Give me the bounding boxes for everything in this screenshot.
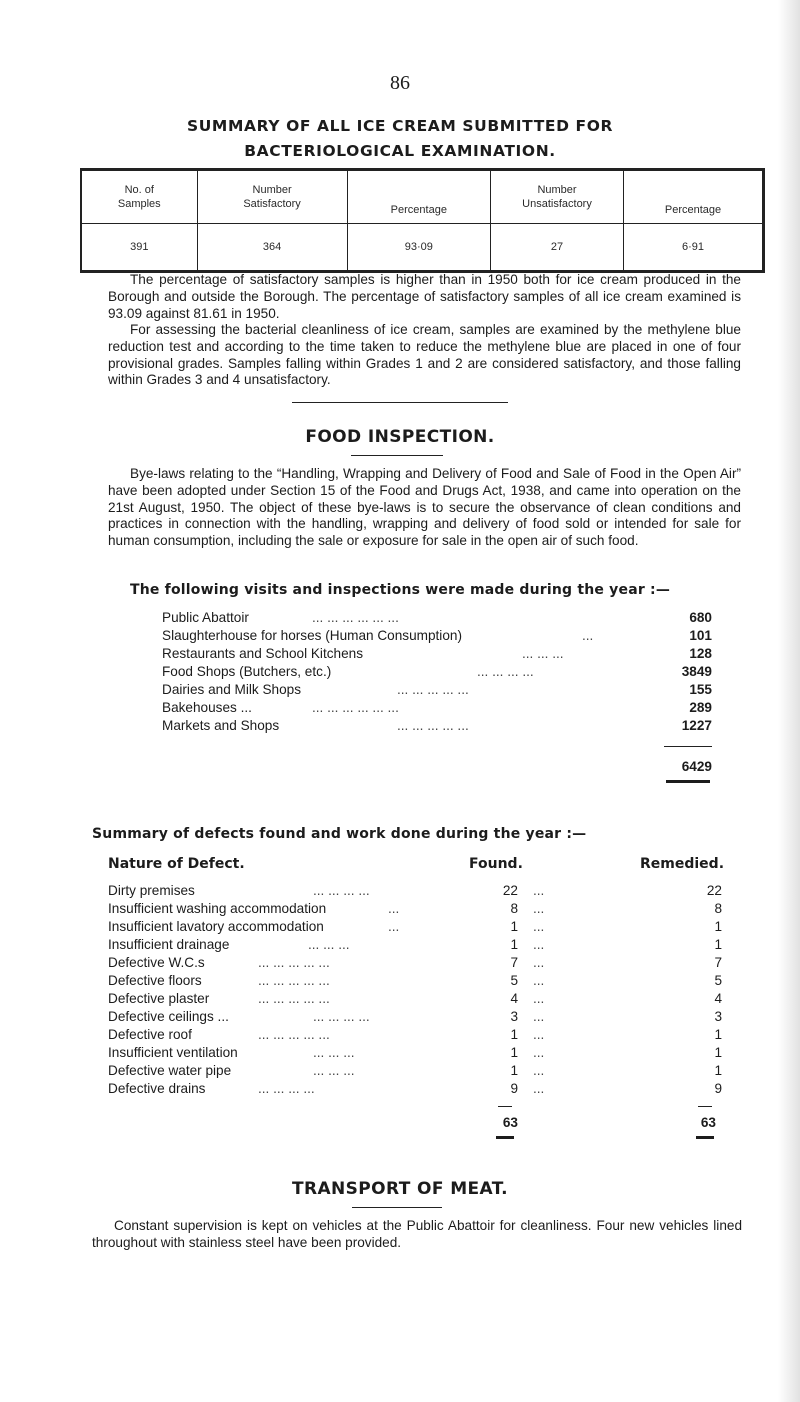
table-row — [108, 1026, 722, 1044]
visit-label: Slaughterhouse for horses (Human Consumption) — [162, 628, 462, 643]
defect-label: Defective drains — [108, 1081, 206, 1096]
list-item — [162, 717, 712, 735]
visit-label: Markets and Shops — [162, 718, 280, 733]
table-row — [108, 1080, 722, 1098]
total-rule — [664, 746, 712, 747]
dot-leader: ... — [533, 991, 545, 1006]
dot-leader: ... — [582, 628, 594, 643]
remedied-value: 22 — [706, 883, 722, 898]
list-item — [162, 681, 712, 699]
found-total-rule — [498, 1106, 512, 1107]
visit-count: 101 — [689, 628, 712, 643]
visit-label: Restaurants and School Kitchens — [162, 646, 364, 661]
found-value: 4 — [510, 991, 518, 1006]
table-row — [108, 1062, 722, 1080]
remedied-value: 1 — [714, 1063, 722, 1078]
defects-intro: Summary of defects found and work done during the year :— — [92, 826, 587, 842]
cell-samples: 391 — [81, 224, 197, 272]
visit-label: Public Abattoir — [162, 610, 249, 625]
visit-count: 3849 — [681, 664, 712, 679]
ice-cream-title-line1: SUMMARY OF ALL ICE CREAM SUBMITTED FOR — [186, 117, 614, 135]
visits-total: 6429 — [681, 759, 712, 774]
table-row — [108, 954, 722, 972]
remedied-total: 63 — [700, 1115, 716, 1130]
dot-leader: ... — [533, 901, 545, 916]
found-total: 63 — [502, 1115, 518, 1130]
dot-leader: ... — [388, 919, 400, 934]
defect-label: Insufficient ventilation — [108, 1045, 238, 1060]
found-value: 22 — [502, 883, 518, 898]
ice-cream-paragraph-1: The percentage of satisfactory samples is higher than in 1950 both for ice cream produced in the Borough and outside the Borough. The percentage of satisfactory samples of all ice cream examined is 93.09 against 81.61 in 1950. — [108, 272, 741, 321]
remedied-value: 8 — [714, 901, 722, 916]
table-row — [108, 936, 722, 954]
dot-leader: ... ... ... — [313, 1045, 355, 1060]
remedied-total-rule — [698, 1106, 712, 1107]
header-number-satisfactory: Number Satisfactory — [197, 170, 347, 224]
dot-leader: ... — [533, 955, 545, 970]
remedied-value: 3 — [714, 1009, 722, 1024]
visit-label: Dairies and Milk Shops — [162, 682, 302, 697]
found-double-rule — [496, 1136, 514, 1139]
column-header-remedied: Remedied. — [640, 856, 725, 872]
defect-label: Defective floors — [108, 973, 202, 988]
visit-count: 680 — [689, 610, 712, 625]
ice-cream-summary-table — [80, 168, 765, 273]
heading-underline — [352, 1207, 442, 1208]
defect-label: Insufficient washing accommodation — [108, 901, 327, 916]
header-no-of-samples: No. of Samples — [81, 170, 197, 224]
dot-leader: ... — [533, 1009, 545, 1024]
found-value: 1 — [510, 1027, 518, 1042]
found-value: 7 — [510, 955, 518, 970]
remedied-value: 5 — [714, 973, 722, 988]
food-inspection-paragraph: Bye-laws relating to the “Handling, Wrapping and Delivery of Food and Sale of Food in the Open Air” have been adopted under Section 15 of the Food and Drugs Act, 1938, and came into operation on the 21st August, 1950. The object of these bye-laws is to secure the observance of clean conditions and practices in connection with the handling, wrapping and delivery of food sold or intended for sale for human consumption, including the sale or exposure for sale in the open air of such food. — [108, 466, 741, 549]
column-header-nature: Nature of Defect. — [108, 856, 245, 872]
found-value: 5 — [510, 973, 518, 988]
found-value: 1 — [510, 1063, 518, 1078]
dot-leader: ... ... ... ... ... — [258, 1027, 330, 1042]
table-row — [108, 900, 722, 918]
cell-percentage-satisfactory: 93·09 — [347, 224, 490, 272]
header-number-unsatisfactory: Number Unsatisfactory — [490, 170, 623, 224]
column-header-found: Found. — [469, 856, 523, 872]
visit-label: Bakehouses ... — [162, 700, 252, 715]
dot-leader: ... — [533, 1081, 545, 1096]
header-percentage-satisfactory: Percentage — [347, 170, 490, 224]
cell-unsatisfactory: 27 — [490, 224, 623, 272]
found-value: 9 — [510, 1081, 518, 1096]
transport-paragraph: Constant supervision is kept on vehicles at the Public Abattoir for cleanliness. Four new vehicles lined throughout with stainless steel have been provided. — [92, 1218, 742, 1250]
found-value: 8 — [510, 901, 518, 916]
list-item — [162, 645, 712, 663]
ice-cream-paragraph-2: For assessing the bacterial cleanliness of ice cream, samples are examined by the methylene blue reduction test and according to the time taken to reduce the methylene blue are placed in one of four provisional grades. Samples falling within Grades 1 and 2 are considered satisfactory, and those falling within Grades 3 and 4 unsatisfactory. — [108, 322, 741, 388]
remedied-value: 1 — [714, 937, 722, 952]
found-value: 1 — [510, 919, 518, 934]
table-row — [81, 224, 764, 272]
dot-leader: ... ... ... ... ... — [397, 718, 469, 733]
found-value: 1 — [510, 1045, 518, 1060]
remedied-value: 1 — [714, 1045, 722, 1060]
defect-label: Defective water pipe — [108, 1063, 232, 1078]
remedied-double-rule — [696, 1136, 714, 1139]
remedied-value: 7 — [714, 955, 722, 970]
total-double-rule — [666, 780, 710, 783]
food-inspection-heading: FOOD INSPECTION. — [305, 427, 495, 447]
list-item — [162, 663, 712, 681]
remedied-value: 1 — [714, 919, 722, 934]
remedied-value: 1 — [714, 1027, 722, 1042]
cell-percentage-unsatisfactory: 6·91 — [624, 224, 764, 272]
defect-label: Dirty premises — [108, 883, 195, 898]
list-item — [162, 627, 712, 645]
header-percentage-unsatisfactory: Percentage — [624, 170, 764, 224]
dot-leader: ... ... ... ... ... — [258, 955, 330, 970]
dot-leader: ... ... ... — [308, 937, 350, 952]
dot-leader: ... — [533, 1045, 545, 1060]
table-row — [108, 972, 722, 990]
dot-leader: ... — [388, 901, 400, 916]
found-value: 1 — [510, 937, 518, 952]
defect-label: Defective W.C.s — [108, 955, 205, 970]
dot-leader: ... ... ... ... ... ... — [312, 700, 399, 715]
dot-leader: ... ... ... ... ... ... — [312, 610, 399, 625]
remedied-value: 9 — [714, 1081, 722, 1096]
remedied-value: 4 — [714, 991, 722, 1006]
section-divider — [292, 402, 508, 403]
dot-leader: ... — [533, 1063, 545, 1078]
list-item — [162, 609, 712, 627]
dot-leader: ... ... ... ... — [313, 883, 370, 898]
defect-label: Insufficient lavatory accommodation — [108, 919, 324, 934]
visit-count: 155 — [689, 682, 712, 697]
dot-leader: ... — [533, 919, 545, 934]
defect-label: Defective ceilings ... — [108, 1009, 229, 1024]
visit-label: Food Shops (Butchers, etc.) — [162, 664, 332, 679]
dot-leader: ... ... ... ... ... — [258, 991, 330, 1006]
dot-leader: ... ... ... ... — [313, 1009, 370, 1024]
dot-leader: ... — [533, 937, 545, 952]
table-header-row — [81, 170, 764, 224]
table-row — [108, 918, 722, 936]
page-number: 86 — [390, 72, 410, 94]
defect-label: Defective roof — [108, 1027, 192, 1042]
transport-heading: TRANSPORT OF MEAT. — [291, 1179, 509, 1199]
defect-label: Defective plaster — [108, 991, 210, 1006]
dot-leader: ... — [533, 973, 545, 988]
dot-leader: ... ... ... ... — [258, 1081, 315, 1096]
dot-leader: ... — [533, 1027, 545, 1042]
dot-leader: ... ... ... — [522, 646, 564, 661]
dot-leader: ... ... ... ... ... — [258, 973, 330, 988]
table-row — [108, 1044, 722, 1062]
visit-count: 289 — [689, 700, 712, 715]
visit-count: 128 — [689, 646, 712, 661]
dot-leader: ... — [533, 883, 545, 898]
dot-leader: ... ... ... ... — [477, 664, 534, 679]
dot-leader: ... ... ... — [313, 1063, 355, 1078]
list-item — [162, 699, 712, 717]
found-value: 3 — [510, 1009, 518, 1024]
heading-underline — [351, 455, 443, 456]
table-row — [108, 990, 722, 1008]
dot-leader: ... ... ... ... ... — [397, 682, 469, 697]
visits-intro: The following visits and inspections were made during the year :— — [130, 582, 671, 598]
visit-count: 1227 — [681, 718, 712, 733]
table-row — [108, 882, 722, 900]
table-row — [108, 1008, 722, 1026]
ice-cream-title-line2: BACTERIOLOGICAL EXAMINATION. — [244, 142, 556, 160]
defect-label: Insufficient drainage — [108, 937, 230, 952]
cell-satisfactory: 364 — [197, 224, 347, 272]
